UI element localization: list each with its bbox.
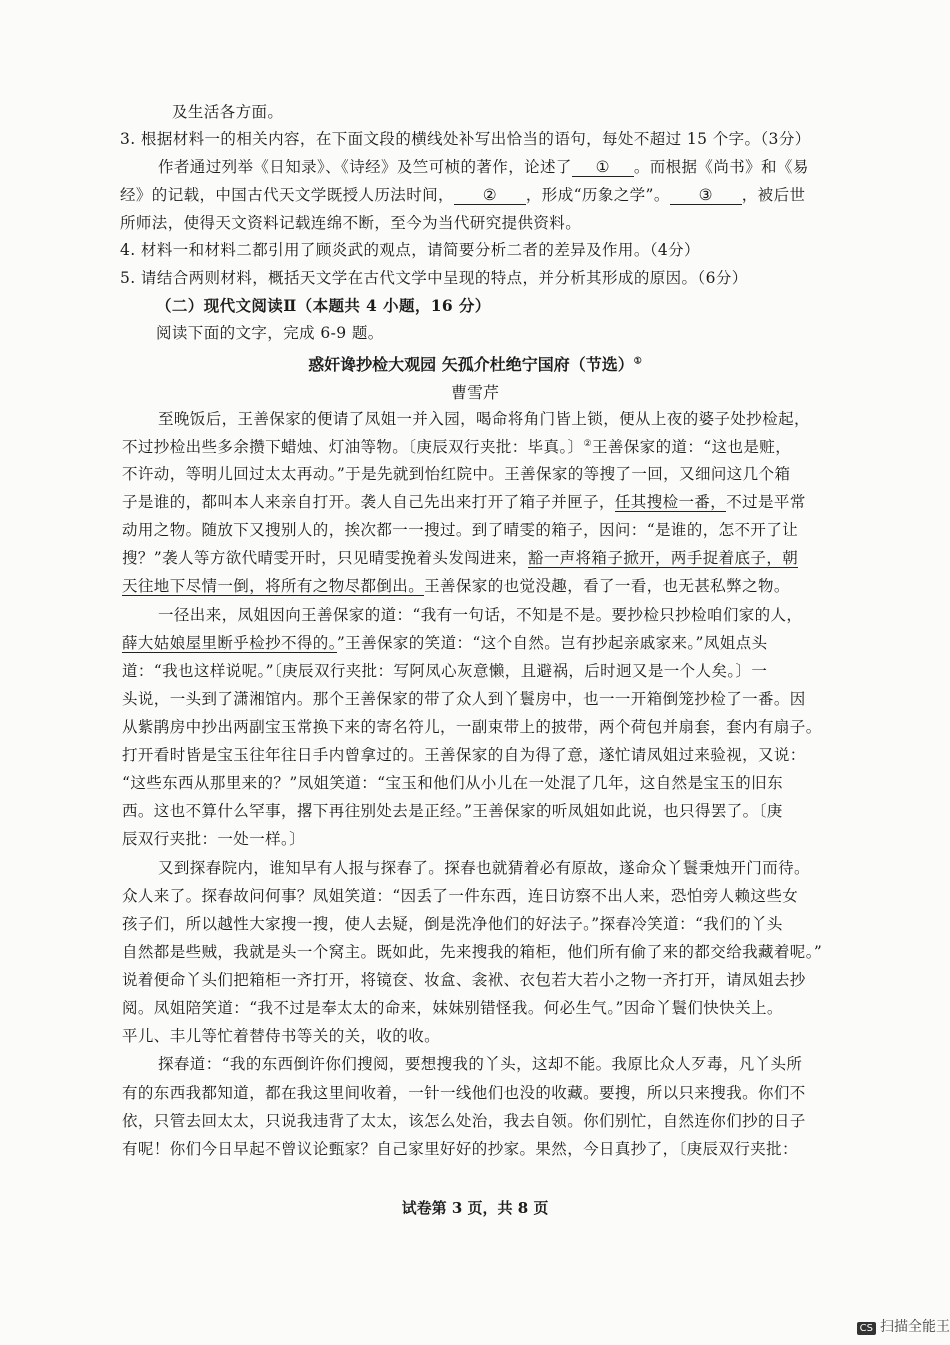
text: 搜？”袭人等方欲代晴雯开时，只见晴雯挽着头发闯进来， [122,549,528,567]
paragraph-1-line: 至晚饭后，王善保家的便请了凤姐一并入园，喝命将角门皆上锁，便从上夜的婆子处抄检起， [158,410,810,428]
article-title-text: 惑奸谗抄检大观园 矢孤介杜绝宁国府（节选） [308,355,634,374]
blank-2: ② [454,186,526,205]
text: ”王善保家的笑道：“这个自然。岂有抄起亲戚家来。”凤姐点头 [336,634,768,652]
footnote-mark: ② [583,438,592,449]
paragraph-1-line [122,435,791,457]
paragraph-1-line [122,574,790,596]
blank-3: ③ [670,186,742,205]
question-3 [120,127,811,149]
passage-text: 。而根据《尚书》和《易 [633,158,809,176]
continued-text: 及生活各方面。 [172,103,284,121]
passage-text: 作者通过列举《日知录》、《诗经》及竺可桢的著作，论述了 [158,158,572,176]
paragraph-3-line: 孩子们，所以越性大家搜一搜，使人去疑，倒是洗净他们的好法子。”探春冷笑道：“我们的丫头 [122,915,783,933]
scanner-logo-icon: CS [857,1322,876,1335]
paragraph-1-line: 不许动，等明儿回过太太再动。”于是先就到怡红院中。王善保家的等搜了一回，又细问这几个箱 [122,465,791,483]
text: 王善保家的道：“这也是赃， [591,438,792,456]
text: 王善保家的也觉没趣，看了一看，也无甚私弊之物。 [424,577,790,595]
paragraph-3-line: 又到探春院内，谁知早有人报与探春了。探春也就猜着必有原故，遂命众丫鬟秉烛开门而待。 [158,859,810,877]
section-heading: （二）现代文阅读Ⅱ（本题共 4 小题，16 分） [156,296,491,315]
text: 子是谁的，都叫本人来亲自打开。袭人自己先出来打开了箱子并匣子， [122,493,615,511]
scanner-watermark [857,1316,950,1336]
underlined-text: 任其搜检一番， [614,493,727,511]
paragraph-4-line: 有的东西我都知道，都在我这里间收着，一针一线他们也没的收藏。要搜，所以只来搜我。你们不 [122,1084,806,1102]
text: 不过抄检出些多余攒下蜡烛、灯油等物。〔庚辰双行夹批：毕真。〕 [122,438,584,456]
paragraph-2-line: 一径出来，凤姐因向王善保家的道：“我有一句话，不知是不是。要抄检只抄检咱们家的人， [158,606,803,624]
paragraph-3-line: 平儿、丰儿等忙着替侍书等关的关，收的收。 [122,1027,441,1045]
title-footnote-mark: ① [633,356,642,367]
passage-text: ，形成“历象之学”。 [525,186,670,204]
paragraph-3-line: 众人来了。探春故问何事？凤姐笑道：“因丢了一件东西，连日访察不出人来，恐怕旁人赖这些女 [122,887,799,905]
paragraph-4-line: 有呢！你们今日早起不曾议论甄家？自己家里好好的抄家。果然，今日真抄了，〔庚辰双行夹批： [122,1140,798,1158]
scanner-name: 扫描全能王 [880,1319,950,1335]
paragraph-2-line: 打开看时皆是宝玉往年往日手内曾拿过的。王善保家的自为得了意，遂忙请凤姐过来验视，又说： [122,746,806,764]
paragraph-2-line: 道：“我也这样说呢。”〔庚辰双行夹批：写阿凤心灰意懒，且避祸，后时迥又是一个人矣。〕一 [122,662,768,680]
passage-text: 经》的记载，中国古代天文学既授人历法时间， [120,186,454,204]
underlined-text: 天往地下尽情一倒，将所有之物尽都倒出。 [122,577,425,595]
paragraph-3-line: 自然都是些贼，我就是头一个窝主。既如此，先来搜我的箱柜，他们所有偷了来的都交给我藏着呢。” [122,943,823,961]
paragraph-4-line: 探春道：“我的东西倒许你们搜阅，要想搜我的丫头，这却不能。我原比众人歹毒，凡丫头所 [158,1055,803,1073]
question-3-text: 根据材料一的相关内容，在下面文段的横线处补写出恰当的语句，每处不超过 15 个字。（3分） [140,130,811,148]
paragraph-2-line: 头说，一头到了潇湘馆内。那个王善保家的带了众人到丫鬟房中，也一一开箱倒笼抄检了一番。因 [122,690,806,708]
paragraph-2-line: “这些东西从那里来的？”凤姐笑道：“宝玉和他们从小儿在一处混了几年，这自然是宝玉的旧东 [122,774,783,792]
paragraph-1-line [122,546,798,568]
question-3-passage-line1 [158,155,809,177]
paragraph-2-line [122,631,767,653]
underlined-text: 薛大姑娘屋里断乎检抄不得的。 [122,634,337,652]
question-3-passage-line3: 所师法，使得天文资料记载连绵不断，至今为当代研究提供资料。 [120,214,582,232]
page-footer: 试卷第 3 页，共 8 页 [401,1199,549,1217]
article-author: 曹雪芹 [450,383,499,402]
text: 不过是平常 [726,493,806,511]
paragraph-3-line: 阅。凤姐陪笑道：“我不过是奉太太的命来，妹妹别错怪我。何必生气。”因命丫鬟们快快关上。 [122,999,783,1017]
question-3-number: 3. [120,130,136,148]
article-title [0,352,950,375]
underlined-text: 豁一声将箱子掀开，两手捉着底子，朝 [527,549,799,567]
paragraph-4-line: 依，只管去回太太，只说我违背了太太，该怎么处治，我去自领。你们别忙，自然连你们抄的日子 [122,1112,806,1130]
question-3-passage-line2 [120,183,805,205]
paragraph-3-line: 说着便命丫头们把箱柜一齐打开，将镜奁、妆盒、衾袱、衣包若大若小之物一齐打开，请凤姐去抄 [122,971,806,989]
paragraph-1-line: 动用之物。随放下又搜别人的，挨次都一一搜过。到了晴雯的箱子，因问：“是谁的，怎不开了让 [122,521,799,539]
reading-instruction: 阅读下面的文字，完成 6-9 题。 [156,324,384,342]
paragraph-1-line [122,490,806,512]
passage-text: ，被后世 [741,186,806,204]
question-5: 5. 请结合两则材料，概括天文学在古代文学中呈现的特点，并分析其形成的原因。（6分） [120,269,748,287]
paragraph-2-line: 从紫鹃房中抄出两副宝玉常换下来的寄名符儿，一副束带上的披带，两个荷包并扇套，套内有扇子。 [122,718,822,736]
paragraph-2-line: 辰双行夹批：一处一样。〕 [122,830,306,848]
question-4: 4. 材料一和材料二都引用了顾炎武的观点，请简要分析二者的差异及作用。（4分） [120,241,700,259]
paragraph-2-line: 西。这也不算什么罕事，撂下再往别处去是正经。”王善保家的听凤姐如此说，也只得罢了。〔庚 [122,802,783,820]
blank-1: ① [572,158,634,177]
